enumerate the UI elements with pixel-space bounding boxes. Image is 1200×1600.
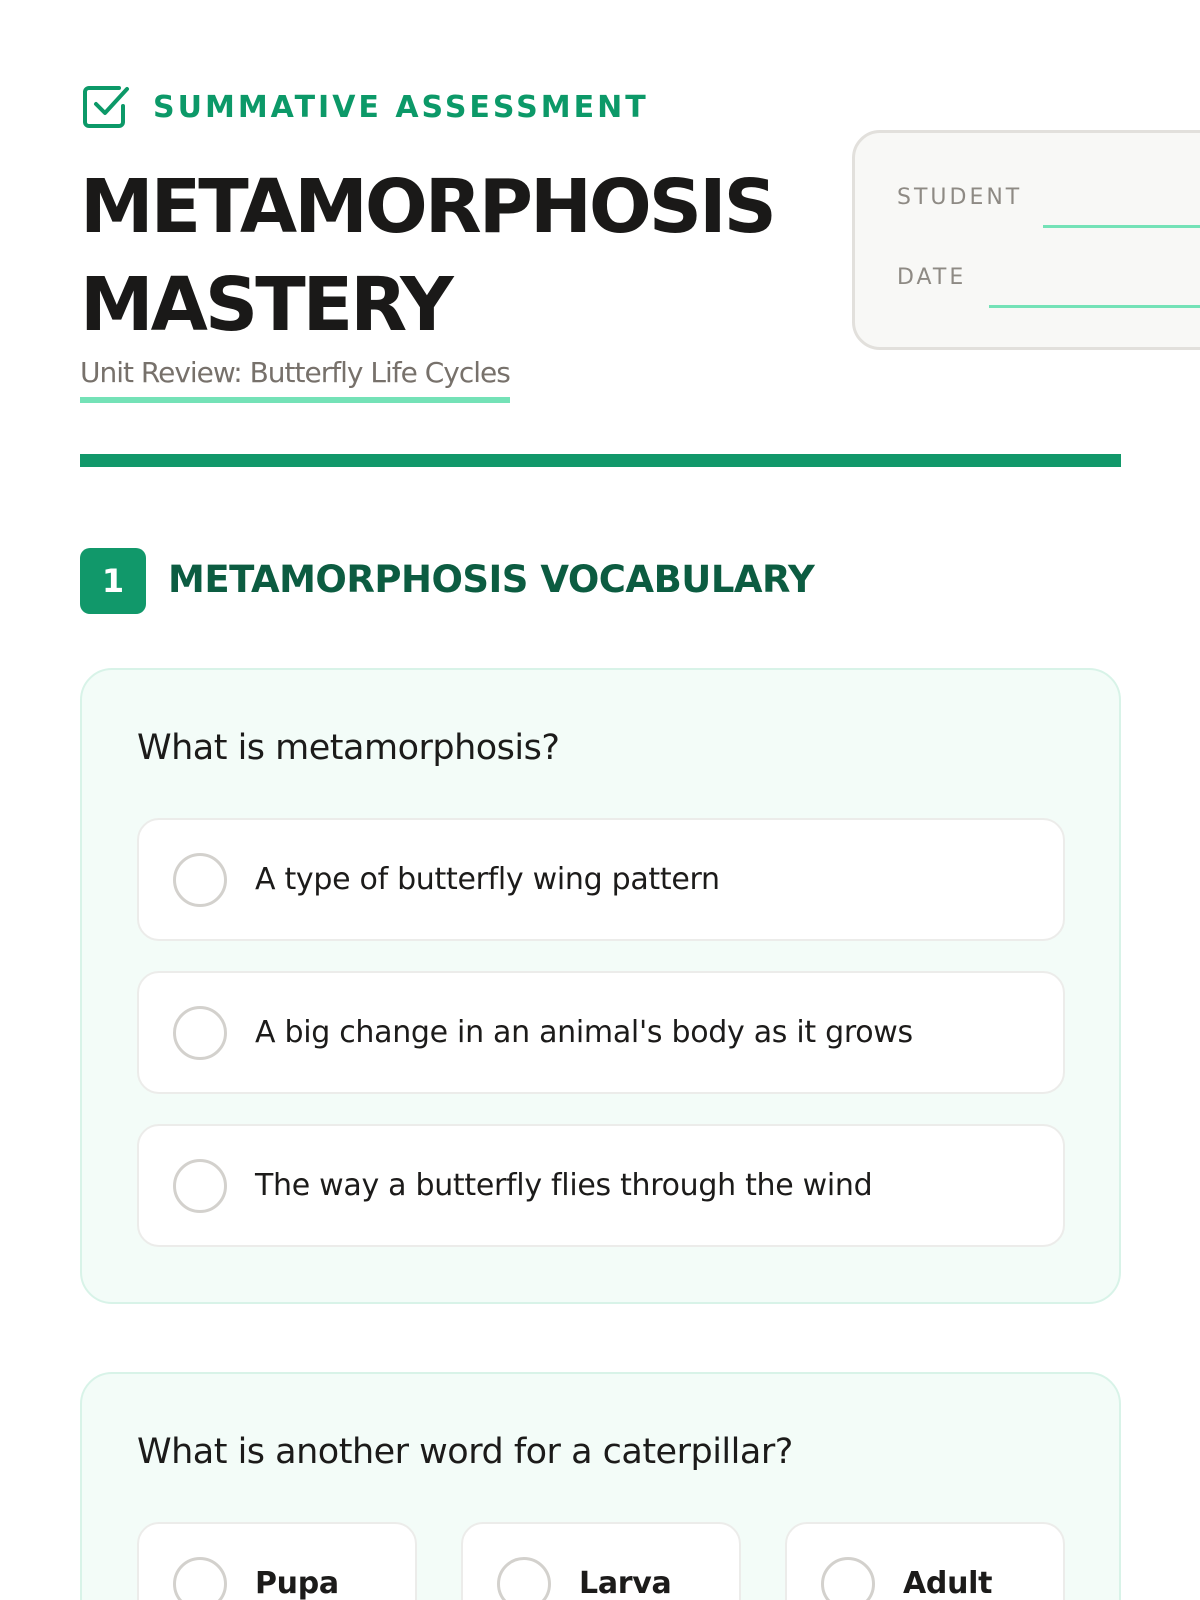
page-subtitle: Unit Review: Butterfly Life Cycles [80, 356, 510, 403]
student-info-card [852, 130, 1200, 350]
eyebrow-label: SUMMATIVE ASSESSMENT [153, 89, 649, 125]
student-name-field[interactable] [1043, 225, 1200, 228]
answer-option-1b[interactable] [137, 971, 1065, 1094]
radio-button[interactable] [821, 1557, 875, 1600]
radio-button[interactable] [173, 853, 227, 907]
section-number-badge: 1 [80, 548, 146, 614]
option-label: A type of butterfly wing pattern [255, 862, 720, 897]
question-card-1 [80, 668, 1121, 1304]
option-label: Adult [903, 1566, 993, 1600]
option-label: Larva [579, 1566, 672, 1600]
radio-button[interactable] [173, 1557, 227, 1600]
title-line-2: MASTERY [80, 262, 451, 348]
answer-option-1a[interactable] [137, 818, 1065, 941]
answer-option-2a[interactable] [137, 1522, 417, 1600]
section-title: METAMORPHOSIS VOCABULARY [168, 558, 815, 601]
checkbox-check-icon [81, 82, 131, 132]
title-line-1: METAMORPHOSIS [80, 164, 774, 250]
radio-button[interactable] [497, 1557, 551, 1600]
radio-button[interactable] [173, 1159, 227, 1213]
answer-option-1c[interactable] [137, 1124, 1065, 1247]
question-card-2 [80, 1372, 1121, 1600]
question-text: What is another word for a caterpillar? [137, 1432, 793, 1472]
date-label: DATE [897, 265, 967, 290]
option-label: Pupa [255, 1566, 339, 1600]
date-field[interactable] [989, 305, 1200, 308]
assessment-eyebrow [81, 82, 649, 132]
student-label: STUDENT [897, 185, 1023, 210]
option-label: A big change in an animal's body as it grows [255, 1015, 913, 1050]
option-label: The way a butterfly flies through the wind [255, 1168, 873, 1203]
question-text: What is metamorphosis? [137, 728, 560, 768]
header-divider [80, 454, 1121, 467]
page-title [80, 158, 860, 354]
radio-button[interactable] [173, 1006, 227, 1060]
answer-option-2b[interactable] [461, 1522, 741, 1600]
answer-option-2c[interactable] [785, 1522, 1065, 1600]
